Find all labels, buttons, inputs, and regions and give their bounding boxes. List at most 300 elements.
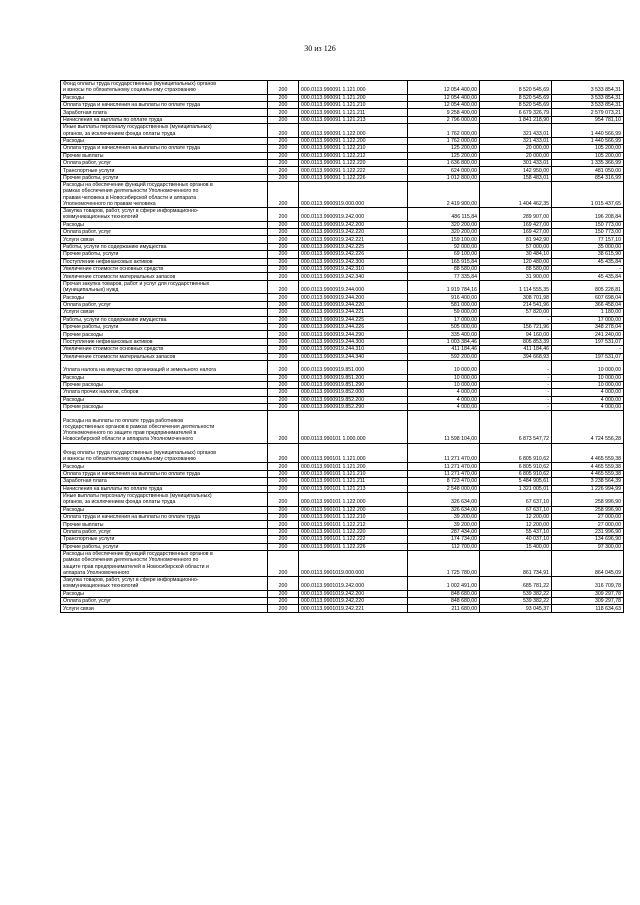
row-approved-amount: 112 700,00: [408, 543, 480, 550]
row-name: Услуги связи: [61, 309, 268, 316]
row-classification: 000.0113.990091 1.121.000: [299, 81, 408, 95]
row-code: 200: [268, 152, 299, 159]
row-executed-amount: 30 484,10: [480, 251, 552, 258]
row-approved-amount: 12 054 400,00: [408, 94, 480, 101]
row-executed-amount: 6 873 547,72: [480, 411, 552, 443]
row-classification: 000.0113.9900919.244.225: [299, 316, 408, 323]
table-row: [61, 463, 624, 470]
row-executed-amount: -: [480, 396, 552, 403]
row-classification: 000.0113.990101 1.122.210: [299, 514, 408, 521]
row-approved-amount: 320 200,00: [408, 221, 480, 228]
row-approved-amount: 165 915,84: [408, 258, 480, 265]
row-executed-amount: 158 483,01: [480, 174, 552, 181]
row-code: 200: [268, 389, 299, 396]
row-executed-amount: 321 433,01: [480, 137, 552, 144]
row-name: Расходы: [61, 506, 268, 513]
row-remaining-amount: 3 238 564,39: [552, 478, 624, 485]
row-code: 200: [268, 101, 299, 108]
row-executed-amount: 169 427,00: [480, 221, 552, 228]
row-classification: 000.0113.990101 1.122.212: [299, 521, 408, 528]
row-classification: 000.0113.9900919.244.340: [299, 353, 408, 360]
table-row: [61, 236, 624, 243]
table-row: [61, 605, 624, 612]
table-row: [61, 273, 624, 280]
row-code: 200: [268, 536, 299, 543]
row-classification: 000.0113.9900919.244.226: [299, 323, 408, 330]
row-code: 200: [268, 470, 299, 477]
row-approved-amount: 848 680,00: [408, 597, 480, 604]
table-row: [61, 258, 624, 265]
table-row: [61, 251, 624, 258]
row-name: Расходы: [61, 221, 268, 228]
row-name: Расходы: [61, 590, 268, 597]
table-row: [61, 374, 624, 381]
row-executed-amount: 1 841 218,90: [480, 116, 552, 123]
row-remaining-amount: 10 000,00: [552, 374, 624, 381]
row-approved-amount: 125 200,00: [408, 145, 480, 152]
row-classification: 000.0113.9900919.244.290: [299, 331, 408, 338]
row-name: Закупка товаров, работ, услуг в сфере информационно- коммуникационных технологий: [61, 576, 268, 590]
table-row: [61, 389, 624, 396]
row-classification: 000.0113.990101 1.122.222: [299, 536, 408, 543]
row-executed-amount: 6 805 910,62: [480, 463, 552, 470]
row-approved-amount: 916 400,00: [408, 294, 480, 301]
row-remaining-amount: 348 278,04: [552, 323, 624, 330]
row-executed-amount: 308 701,98: [480, 294, 552, 301]
row-name: Закупка товаров, работ, услуг в сфере информационно- коммуникационных технологий: [61, 208, 268, 222]
row-executed-amount: 289 907,00: [480, 208, 552, 222]
row-remaining-amount: 4 465 559,38: [552, 443, 624, 463]
row-name: Оплата работ, услуг: [61, 159, 268, 166]
row-name: Фонд оплаты труда государственных (муниципальных) органов и взносы по обязательному социальному страхованию: [61, 443, 268, 463]
table-row: [61, 514, 624, 521]
table-row: [61, 208, 624, 222]
row-remaining-amount: 607 698,04: [552, 294, 624, 301]
row-code: 200: [268, 258, 299, 265]
row-executed-amount: 156 721,96: [480, 323, 552, 330]
row-remaining-amount: 4 000,00: [552, 396, 624, 403]
row-remaining-amount: 35 000,00: [552, 243, 624, 250]
row-code: 200: [268, 381, 299, 388]
row-executed-amount: 394 668,93: [480, 353, 552, 360]
table-row: [61, 109, 624, 116]
row-executed-amount: 57 820,00: [480, 309, 552, 316]
page-number: 30 из 126: [304, 44, 336, 53]
row-classification: 000.0113.9901019.242.000: [299, 576, 408, 590]
row-remaining-amount: 17 000,00: [552, 316, 624, 323]
row-name: Уплата налога на имущество организаций и земельного налога: [61, 360, 268, 374]
row-remaining-amount: 1 440 566,99: [552, 124, 624, 138]
row-remaining-amount: 1 180,00: [552, 309, 624, 316]
table-row: [61, 266, 624, 273]
row-classification: 000.0113.9900919.242.200: [299, 221, 408, 228]
row-code: 200: [268, 576, 299, 590]
table-row: [61, 478, 624, 485]
row-classification: 000.0113.990091 1.122.000: [299, 124, 408, 138]
row-classification: 000.0113.9901019.242.220: [299, 597, 408, 604]
row-remaining-amount: 954 781,10: [552, 116, 624, 123]
row-remaining-amount: 366 458,04: [552, 301, 624, 308]
row-name: Транспортные услуги: [61, 536, 268, 543]
table-row: [61, 528, 624, 535]
row-remaining-amount: 27 000,00: [552, 521, 624, 528]
row-code: 200: [268, 605, 299, 612]
table-row: [61, 316, 624, 323]
row-name: Оплата работ, услуг: [61, 597, 268, 604]
row-code: 200: [268, 404, 299, 411]
row-remaining-amount: 1 335 366,99: [552, 159, 624, 166]
row-classification: 000.0113.9900919.244.200: [299, 294, 408, 301]
row-classification: 000.0113.9900919.242.225: [299, 243, 408, 250]
row-code: 200: [268, 229, 299, 236]
table-row: [61, 137, 624, 144]
row-approved-amount: 211 680,00: [408, 605, 480, 612]
row-name: Оплата труда и начисления на выплаты по оплате труда: [61, 145, 268, 152]
row-remaining-amount: 805 228,81: [552, 280, 624, 294]
row-executed-amount: 120 480,00: [480, 258, 552, 265]
row-classification: 000.0113.990091 1.122.212: [299, 152, 408, 159]
row-name: Услуги связи: [61, 605, 268, 612]
row-remaining-amount: 150 773,00: [552, 229, 624, 236]
table-row: [61, 346, 624, 353]
row-classification: 000.0113.9900919.852.200: [299, 396, 408, 403]
row-executed-amount: 12 200,00: [480, 514, 552, 521]
row-remaining-amount: 4 465 559,38: [552, 470, 624, 477]
table-row: [61, 301, 624, 308]
row-name: Расходы: [61, 137, 268, 144]
row-approved-amount: 335 400,00: [408, 331, 480, 338]
row-approved-amount: 174 734,00: [408, 536, 480, 543]
row-classification: 000.0113.990101 1.122.226: [299, 543, 408, 550]
row-remaining-amount: 309 297,78: [552, 590, 624, 597]
row-remaining-amount: 4 465 559,38: [552, 463, 624, 470]
row-approved-amount: 320 200,00: [408, 229, 480, 236]
row-approved-amount: 505 000,00: [408, 323, 480, 330]
table-row: [61, 174, 624, 181]
row-approved-amount: 326 634,00: [408, 506, 480, 513]
row-executed-amount: 88 580,00: [480, 266, 552, 273]
row-classification: 000.0113.990101 1.121.213: [299, 485, 408, 492]
row-approved-amount: 92 000,00: [408, 243, 480, 250]
row-name: Транспортные услуги: [61, 167, 268, 174]
row-approved-amount: 10 000,00: [408, 374, 480, 381]
row-classification: 000.0113.990101 1.121.200: [299, 463, 408, 470]
row-remaining-amount: -: [552, 346, 624, 353]
table-row: [61, 152, 624, 159]
row-remaining-amount: 854 316,99: [552, 174, 624, 181]
row-executed-amount: 1 114 555,35: [480, 280, 552, 294]
row-name: Заработная плата: [61, 109, 268, 116]
row-executed-amount: 539 382,22: [480, 597, 552, 604]
row-executed-amount: 81 942,90: [480, 236, 552, 243]
row-executed-amount: -: [480, 360, 552, 374]
row-executed-amount: 6 805 910,62: [480, 443, 552, 463]
row-name: Оплата работ, услуг: [61, 301, 268, 308]
row-approved-amount: 159 100,00: [408, 236, 480, 243]
row-name: Прочие расходы: [61, 331, 268, 338]
row-remaining-amount: 4 000,00: [552, 389, 624, 396]
row-name: Работы, услуги по содержанию имущества: [61, 316, 268, 323]
row-name: Прочие расходы: [61, 381, 268, 388]
row-code: 200: [268, 411, 299, 443]
row-code: 200: [268, 273, 299, 280]
row-remaining-amount: 77 157,10: [552, 236, 624, 243]
row-code: 200: [268, 478, 299, 485]
row-classification: 000.0113.9901019.000.000: [299, 550, 408, 576]
row-remaining-amount: 38 615,90: [552, 251, 624, 258]
row-classification: 000.0113.990091 1.122.210: [299, 145, 408, 152]
row-classification: 000.0113.990091 1.121.200: [299, 94, 408, 101]
row-name: Услуги связи: [61, 236, 268, 243]
row-approved-amount: 69 100,00: [408, 251, 480, 258]
row-classification: 000.0113.9900919.851.290: [299, 381, 408, 388]
row-approved-amount: 592 200,00: [408, 353, 480, 360]
row-code: 200: [268, 346, 299, 353]
row-executed-amount: 214 541,96: [480, 301, 552, 308]
row-approved-amount: 9 258 400,00: [408, 109, 480, 116]
row-remaining-amount: 4 000,00: [552, 404, 624, 411]
row-executed-amount: 15 400,00: [480, 543, 552, 550]
row-executed-amount: -: [480, 374, 552, 381]
row-name: Увеличение стоимости материальных запасов: [61, 273, 268, 280]
row-approved-amount: 486 115,84: [408, 208, 480, 222]
row-approved-amount: 1 762 000,00: [408, 137, 480, 144]
row-code: 200: [268, 316, 299, 323]
row-classification: 000.0113.990091 1.121.213: [299, 116, 408, 123]
row-code: 200: [268, 485, 299, 492]
row-name: Расходы: [61, 374, 268, 381]
row-classification: 000.0113.990091 1.122.226: [299, 174, 408, 181]
row-code: 200: [268, 301, 299, 308]
table-row: [61, 396, 624, 403]
row-executed-amount: 301 433,01: [480, 159, 552, 166]
row-approved-amount: 4 000,00: [408, 396, 480, 403]
row-name: Прочие работы, услуги: [61, 251, 268, 258]
row-classification: 000.0113.9900919.244.000: [299, 280, 408, 294]
row-classification: 000.0113.990101 1.122.220: [299, 528, 408, 535]
row-executed-amount: 321 433,01: [480, 124, 552, 138]
row-name: Расходы на выплаты по оплате труда работников государственных органов в рамках обеспечения деятельности Уполномоченного по защите прав предпринимателей в Новосибирской области и аппарата Уполномоченного: [61, 411, 268, 443]
row-classification: 000.0113.9900919.242.226: [299, 251, 408, 258]
row-code: 200: [268, 137, 299, 144]
row-approved-amount: 4 000,00: [408, 404, 480, 411]
row-approved-amount: 10 000,00: [408, 360, 480, 374]
row-classification: 000.0113.9901019.242.200: [299, 590, 408, 597]
table-row: [61, 404, 624, 411]
row-classification: 000.0113.9900919.852.000: [299, 389, 408, 396]
row-code: 200: [268, 506, 299, 513]
table-row: [61, 182, 624, 208]
table-row: [61, 590, 624, 597]
table-row: [61, 338, 624, 345]
row-remaining-amount: 258 996,90: [552, 493, 624, 507]
row-name: Увеличение стоимости основных средств: [61, 266, 268, 273]
row-approved-amount: 88 580,00: [408, 266, 480, 273]
row-name: Прочие выплаты: [61, 152, 268, 159]
row-remaining-amount: 241 240,00: [552, 331, 624, 338]
table-row: [61, 506, 624, 513]
row-code: 200: [268, 167, 299, 174]
row-executed-amount: 8 520 545,69: [480, 101, 552, 108]
row-code: 200: [268, 550, 299, 576]
row-approved-amount: 2 548 000,00: [408, 485, 480, 492]
row-executed-amount: 40 037,10: [480, 536, 552, 543]
row-approved-amount: 581 000,00: [408, 301, 480, 308]
table-row: [61, 309, 624, 316]
row-classification: 000.0113.9900919.242.340: [299, 273, 408, 280]
row-name: Прочая закупка товаров, работ и услуг для государственных (муниципальных) нужд: [61, 280, 268, 294]
row-code: 200: [268, 590, 299, 597]
row-approved-amount: 11 271 470,00: [408, 443, 480, 463]
row-classification: 000.0113.9900919.242.310: [299, 266, 408, 273]
row-classification: 000.0113.990101 1.000.000: [299, 411, 408, 443]
row-executed-amount: 169 427,00: [480, 229, 552, 236]
row-code: 200: [268, 331, 299, 338]
row-remaining-amount: 481 050,00: [552, 167, 624, 174]
row-classification: 000.0113.990101 1.121.210: [299, 470, 408, 477]
row-approved-amount: 11 271 470,00: [408, 470, 480, 477]
row-remaining-amount: 97 300,00: [552, 543, 624, 550]
table-row: [61, 550, 624, 576]
row-remaining-amount: 10 000,00: [552, 360, 624, 374]
row-executed-amount: 5 484 905,61: [480, 478, 552, 485]
row-name: Увеличение стоимости материальных запасов: [61, 353, 268, 360]
row-name: Расходы на обеспечение функций государственных органов в рамках обеспечения деятельности Уполномоченного по защите прав предпринимателей в Новосибирской области и аппарата Уполномоченного: [61, 550, 268, 576]
row-code: 200: [268, 597, 299, 604]
row-code: 200: [268, 338, 299, 345]
table-row: [61, 323, 624, 330]
row-code: 200: [268, 251, 299, 258]
row-executed-amount: 93 045,37: [480, 605, 552, 612]
table-row: [61, 576, 624, 590]
row-executed-amount: 539 382,22: [480, 590, 552, 597]
row-remaining-amount: 864 045,09: [552, 550, 624, 576]
row-classification: 000.0113.9900919.242.000: [299, 208, 408, 222]
row-approved-amount: 39 200,00: [408, 514, 480, 521]
row-classification: 000.0113.990101 1.122.200: [299, 506, 408, 513]
row-name: Оплата работ, услуг: [61, 528, 268, 535]
row-code: 200: [268, 124, 299, 138]
row-code: 200: [268, 243, 299, 250]
row-executed-amount: 861 734,91: [480, 550, 552, 576]
row-approved-amount: 12 054 400,00: [408, 101, 480, 108]
row-classification: 000.0113.990091 1.121.210: [299, 101, 408, 108]
row-remaining-amount: 231 996,90: [552, 528, 624, 535]
row-approved-amount: 326 634,00: [408, 493, 480, 507]
table-row: [61, 536, 624, 543]
row-code: 200: [268, 109, 299, 116]
row-approved-amount: 1 003 384,46: [408, 338, 480, 345]
row-name: Расходы: [61, 294, 268, 301]
row-executed-amount: 8 520 545,69: [480, 94, 552, 101]
row-classification: 000.0113.9900919.244.300: [299, 338, 408, 345]
row-remaining-amount: 258 996,90: [552, 506, 624, 513]
table-row: [61, 81, 624, 95]
row-classification: 000.0113.9900919.851.000: [299, 360, 408, 374]
row-executed-amount: -: [480, 404, 552, 411]
row-approved-amount: 125 200,00: [408, 152, 480, 159]
row-code: 200: [268, 374, 299, 381]
row-name: Расходы на обеспечение функций государственных органов в рамках обеспечения деятельности Уполномоченного по правам человека в Новосибирской области и аппарата Уполномоченного по правам человека: [61, 182, 268, 208]
row-code: 200: [268, 323, 299, 330]
row-classification: 000.0113.9900919.000.000: [299, 182, 408, 208]
table-row: [61, 470, 624, 477]
row-name: Увеличение стоимости основных средств: [61, 346, 268, 353]
row-name: Поступление нефинансовых активов: [61, 338, 268, 345]
table-body: [61, 81, 624, 613]
row-code: 200: [268, 309, 299, 316]
row-executed-amount: 55 437,10: [480, 528, 552, 535]
row-approved-amount: 848 680,00: [408, 590, 480, 597]
row-remaining-amount: 10 000,00: [552, 381, 624, 388]
row-classification: 000.0113.990091 1.122.220: [299, 159, 408, 166]
row-executed-amount: 20 000,00: [480, 152, 552, 159]
row-classification: 000.0113.990091 1.122.200: [299, 137, 408, 144]
row-code: 200: [268, 521, 299, 528]
row-approved-amount: 2 796 000,00: [408, 116, 480, 123]
row-approved-amount: 624 000,00: [408, 167, 480, 174]
row-code: 200: [268, 463, 299, 470]
row-executed-amount: 20 000,00: [480, 145, 552, 152]
row-remaining-amount: 197 531,07: [552, 353, 624, 360]
row-code: 200: [268, 443, 299, 463]
row-code: 200: [268, 116, 299, 123]
table-row: [61, 485, 624, 492]
row-code: 200: [268, 528, 299, 535]
row-approved-amount: 10 000,00: [408, 381, 480, 388]
table-row: [61, 331, 624, 338]
row-classification: 000.0113.9900919.242.220: [299, 229, 408, 236]
row-approved-amount: 411 184,46: [408, 346, 480, 353]
row-remaining-amount: 134 696,90: [552, 536, 624, 543]
row-name: Поступление нефинансовых активов: [61, 258, 268, 265]
row-executed-amount: 1 321 005,01: [480, 485, 552, 492]
row-executed-amount: 142 950,00: [480, 167, 552, 174]
row-remaining-amount: 105 200,00: [552, 145, 624, 152]
row-remaining-amount: 3 533 854,31: [552, 101, 624, 108]
row-remaining-amount: 45 435,84: [552, 258, 624, 265]
table-row: [61, 411, 624, 443]
row-approved-amount: 77 335,84: [408, 273, 480, 280]
row-executed-amount: 6 805 910,62: [480, 470, 552, 477]
row-executed-amount: 67 637,10: [480, 493, 552, 507]
row-approved-amount: 1 762 000,00: [408, 124, 480, 138]
table-row: [61, 94, 624, 101]
row-name: Прочие работы, услуги: [61, 174, 268, 181]
row-approved-amount: 1 002 491,00: [408, 576, 480, 590]
row-remaining-amount: 3 533 854,31: [552, 94, 624, 101]
row-executed-amount: -: [480, 389, 552, 396]
table-row: [61, 145, 624, 152]
row-code: 200: [268, 543, 299, 550]
table-row: [61, 353, 624, 360]
row-approved-amount: 11 598 104,00: [408, 411, 480, 443]
table-row: [61, 493, 624, 507]
row-code: 200: [268, 396, 299, 403]
row-classification: 000.0113.990091 1.122.222: [299, 167, 408, 174]
row-name: Уплата прочих налогов, сборов: [61, 389, 268, 396]
row-remaining-amount: 2 579 073,21: [552, 109, 624, 116]
row-name: Работы, услуги по содержанию имущества: [61, 243, 268, 250]
row-executed-amount: 31 900,00: [480, 273, 552, 280]
row-name: Прочие расходы: [61, 404, 268, 411]
row-code: 200: [268, 266, 299, 273]
row-code: 200: [268, 236, 299, 243]
row-approved-amount: 39 200,00: [408, 521, 480, 528]
row-classification: 000.0113.9901019.242.221: [299, 605, 408, 612]
row-classification: 000.0113.9900919.852.290: [299, 404, 408, 411]
row-remaining-amount: 316 709,78: [552, 576, 624, 590]
